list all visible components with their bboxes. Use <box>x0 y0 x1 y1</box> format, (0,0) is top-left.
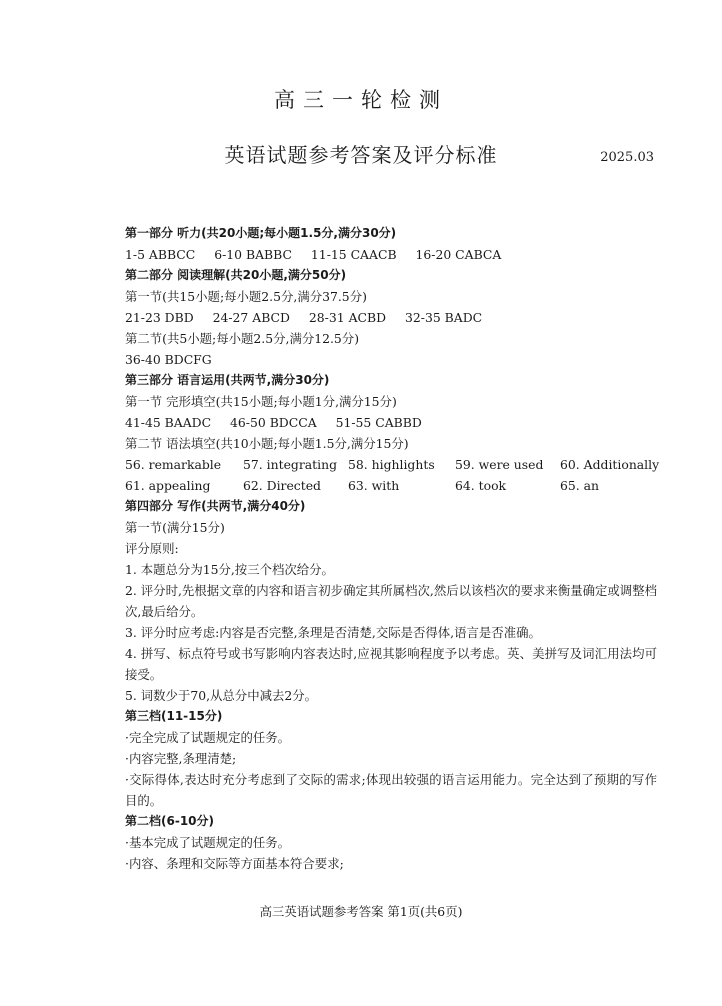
grammar-answer: 60. Additionally <box>560 457 660 472</box>
part3-heading: 第三部分 语言运用(共两节,满分30分) <box>125 373 330 387</box>
grammar-answers-row-2 <box>125 475 657 496</box>
answer-group: 1-5 ABBCC <box>125 247 196 262</box>
answer-group: 11-15 CAACB <box>310 247 397 262</box>
answer-group: 36-40 BDCFG <box>125 352 212 367</box>
part2-section2-title: 第二节(共5小题;每小题2.5分,满分12.5分) <box>125 331 360 346</box>
part3-section1-answers <box>125 412 657 433</box>
level3-item: ·内容完整,条理清楚; <box>125 751 237 766</box>
grammar-answers-row-1 <box>125 454 660 475</box>
principle-item: 4. 拼写、标点符号或书写影响内容表达时,应视其影响程度予以考虑。英、美拼写及词汇用法均可接受。 <box>125 646 657 682</box>
principle-item: 2. 评分时,先根据文章的内容和语言初步确定其所属档次,然后以该档次的要求来衡量确定或调整档次,最后给分。 <box>125 583 657 619</box>
part3-section2-title: 第二节 语法填空(共10小题;每小题1.5分,满分15分) <box>125 436 409 451</box>
part2-heading: 第二部分 阅读理解(共20小题,满分50分) <box>125 268 347 282</box>
part2-section1-title: 第一节(共15小题;每小题2.5分,满分37.5分) <box>125 289 367 304</box>
part1-answers <box>125 244 657 265</box>
level2-item: ·内容、条理和交际等方面基本符合要求; <box>125 856 344 871</box>
part1-heading: 第一部分 听力(共20小题;每小题1.5分,满分30分) <box>125 226 397 240</box>
grammar-answer: 63. with <box>348 478 400 493</box>
grammar-answer: 59. were used <box>455 457 544 472</box>
document-subtitle: 英语试题参考答案及评分标准 <box>224 143 498 167</box>
part4-section1-title: 第一节(满分15分) <box>125 520 225 535</box>
principle-item: 1. 本题总分为15分,按三个档次给分。 <box>125 562 334 577</box>
grammar-answer: 64. took <box>455 478 507 493</box>
part4-heading: 第四部分 写作(共两节,满分40分) <box>125 499 306 513</box>
grammar-answer: 57. integrating <box>243 457 337 472</box>
answer-group: 32-35 BADC <box>405 310 483 325</box>
part3-section1-title: 第一节 完形填空(共15小题;每小题1分,满分15分) <box>125 394 397 409</box>
answer-group: 28-31 ACBD <box>308 310 387 325</box>
grammar-answer: 65. an <box>560 478 600 493</box>
page-footer: 高三英语试题参考答案 第1页(共6页) <box>259 904 463 919</box>
answer-group: 16-20 CABCA <box>415 247 502 262</box>
part2-section1-answers <box>125 307 657 328</box>
answer-group: 46-50 BDCCA <box>230 415 317 430</box>
grammar-answer: 56. remarkable <box>125 457 222 472</box>
answer-group: 24-27 ABCD <box>212 310 290 325</box>
principle-item: 3. 评分时应考虑:内容是否完整,条理是否清楚,交际是否得体,语言是否准确。 <box>125 625 541 640</box>
principles-title: 评分原则: <box>125 541 179 556</box>
part2-section2-answers <box>125 349 657 370</box>
answer-group: 41-45 BAADC <box>125 415 212 430</box>
grammar-answer: 58. highlights <box>348 457 435 472</box>
grammar-answer: 61. appealing <box>125 478 211 493</box>
document-date: 2025.03 <box>600 150 654 165</box>
level3-item: ·完全完成了试题规定的任务。 <box>125 730 291 745</box>
principle-item: 5. 词数少于70,从总分中减去2分。 <box>125 688 318 703</box>
answer-content <box>125 223 660 874</box>
level2-title: 第二档(6-10分) <box>125 814 214 828</box>
answer-group: 6-10 BABBC <box>214 247 292 262</box>
level2-item: ·基本完成了试题规定的任务。 <box>125 835 291 850</box>
grammar-answer: 62. Directed <box>243 478 321 493</box>
answer-group: 21-23 DBD <box>125 310 194 325</box>
answer-group: 51-55 CABBD <box>335 415 422 430</box>
level3-item: ·交际得体,表达时充分考虑到了交际的需求;体现出较强的语言运用能力。完全达到了预期的写作目的。 <box>125 772 657 808</box>
level3-title: 第三档(11-15分) <box>125 709 223 723</box>
page-title: 高三一轮检测 <box>274 88 448 112</box>
